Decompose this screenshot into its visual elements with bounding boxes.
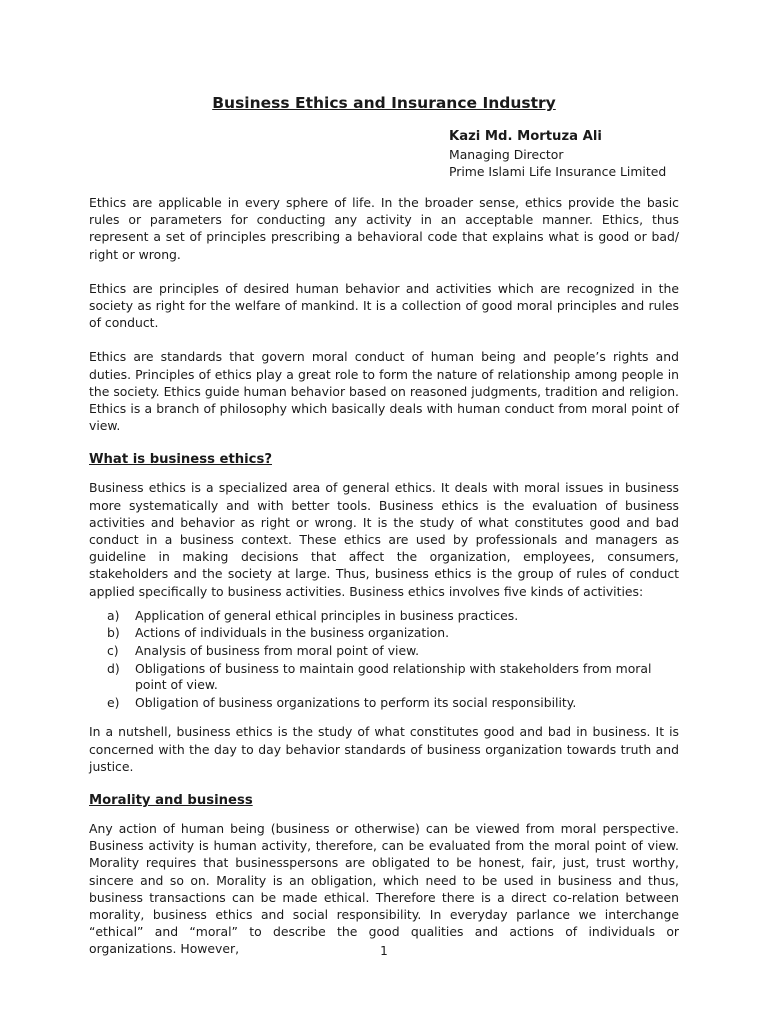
list-marker: a) [107, 607, 120, 623]
intro-paragraph: Ethics are principles of desired human behavior and activities which are recognized in the society as right for the welfare of mankind. It is a collection of good moral principles and rules of conduct. [89, 280, 679, 331]
list-marker: d) [107, 660, 120, 676]
author-name: Kazi Md. Mortuza Ali [449, 129, 602, 144]
author-organization: Prime Islami Life Insurance Limited [449, 164, 667, 179]
document-title: Business Ethics and Insurance Industry [212, 94, 556, 112]
intro-paragraph: Ethics are applicable in every sphere of life. In the broader sense, ethics provide the basic rules or parameters for conducting any activity in an acceptable manner. Ethics, thus represent a set of principles prescribing a behavioral code that explains what is good or bad/ right or wrong. [89, 195, 679, 262]
list-item [107, 694, 679, 712]
list-item-text: Application of general ethical principles in business practices. [135, 607, 519, 623]
list-item-text: Obligation of business organizations to perform its social responsibility. [135, 694, 577, 710]
list-marker: e) [107, 694, 120, 710]
list-item-text: Actions of individuals in the business organization. [135, 625, 450, 641]
intro-paragraph: Ethics are standards that govern moral conduct of human being and people’s rights and duties. Principles of ethics play a great role to form the nature of relationship among people in the society. Ethics guide human behavior based on reasoned judgments, tradition and religion. Ethics is a branch of philosophy which basically deals with human conduct from moral point of view. [89, 349, 679, 434]
section-conclusion: In a nutshell, business ethics is the study of what constitutes good and bad in business. It is concerned with the day to day behavior standards of business organization towards truth and justice. [89, 724, 679, 774]
list-item-text: Obligations of business to maintain good relationship with stakeholders from moral point of view. [135, 660, 652, 693]
document-body [89, 194, 679, 975]
list-item [107, 607, 679, 625]
list-item [107, 643, 679, 660]
section-heading-business-ethics: What is business ethics? [89, 452, 272, 468]
page-number: 1 [380, 944, 388, 958]
author-position: Managing Director [449, 147, 564, 162]
author-block [449, 128, 666, 180]
section-paragraph: Business ethics is a specialized area of general ethics. It deals with moral issues in business more systematically and with better tools. Business ethics is the evaluation of business activities and behavior as right or wrong. It is the study of what constitutes good and bad conduct in a business context. These ethics are used by professionals and managers as guideline in making decisions that affect the organization, employees, consumers, stakeholders and the society at large. Thus, business ethics is the group of rules of conduct applied specifically to business activities. Business ethics involves five kinds of activities: [89, 480, 679, 599]
list-marker: b) [107, 625, 120, 641]
list-item [107, 660, 679, 694]
list-marker: c) [107, 643, 119, 659]
section-paragraph: Any action of human being (business or otherwise) can be viewed from moral perspective. Business activity is human activity, therefore, can be evaluated from the moral point of view. Morality requires that businesspersons are obligated to be honest, fair, just, trust worthy, sincere and so on. Morality is an obligation, which need to be used in business and thus, business transactions can be made ethical. Therefore there is a direct co-relation between morality, business ethics and social responsibility. In everyday parlance we interchange “ethical” and “moral” to describe the good qualities and actions of individuals or organizations. However, [89, 821, 679, 957]
list-item-text: Analysis of business from moral point of view. [135, 643, 420, 659]
activities-list [89, 608, 679, 712]
list-item [107, 625, 679, 642]
section-heading-morality: Morality and business [89, 793, 253, 809]
